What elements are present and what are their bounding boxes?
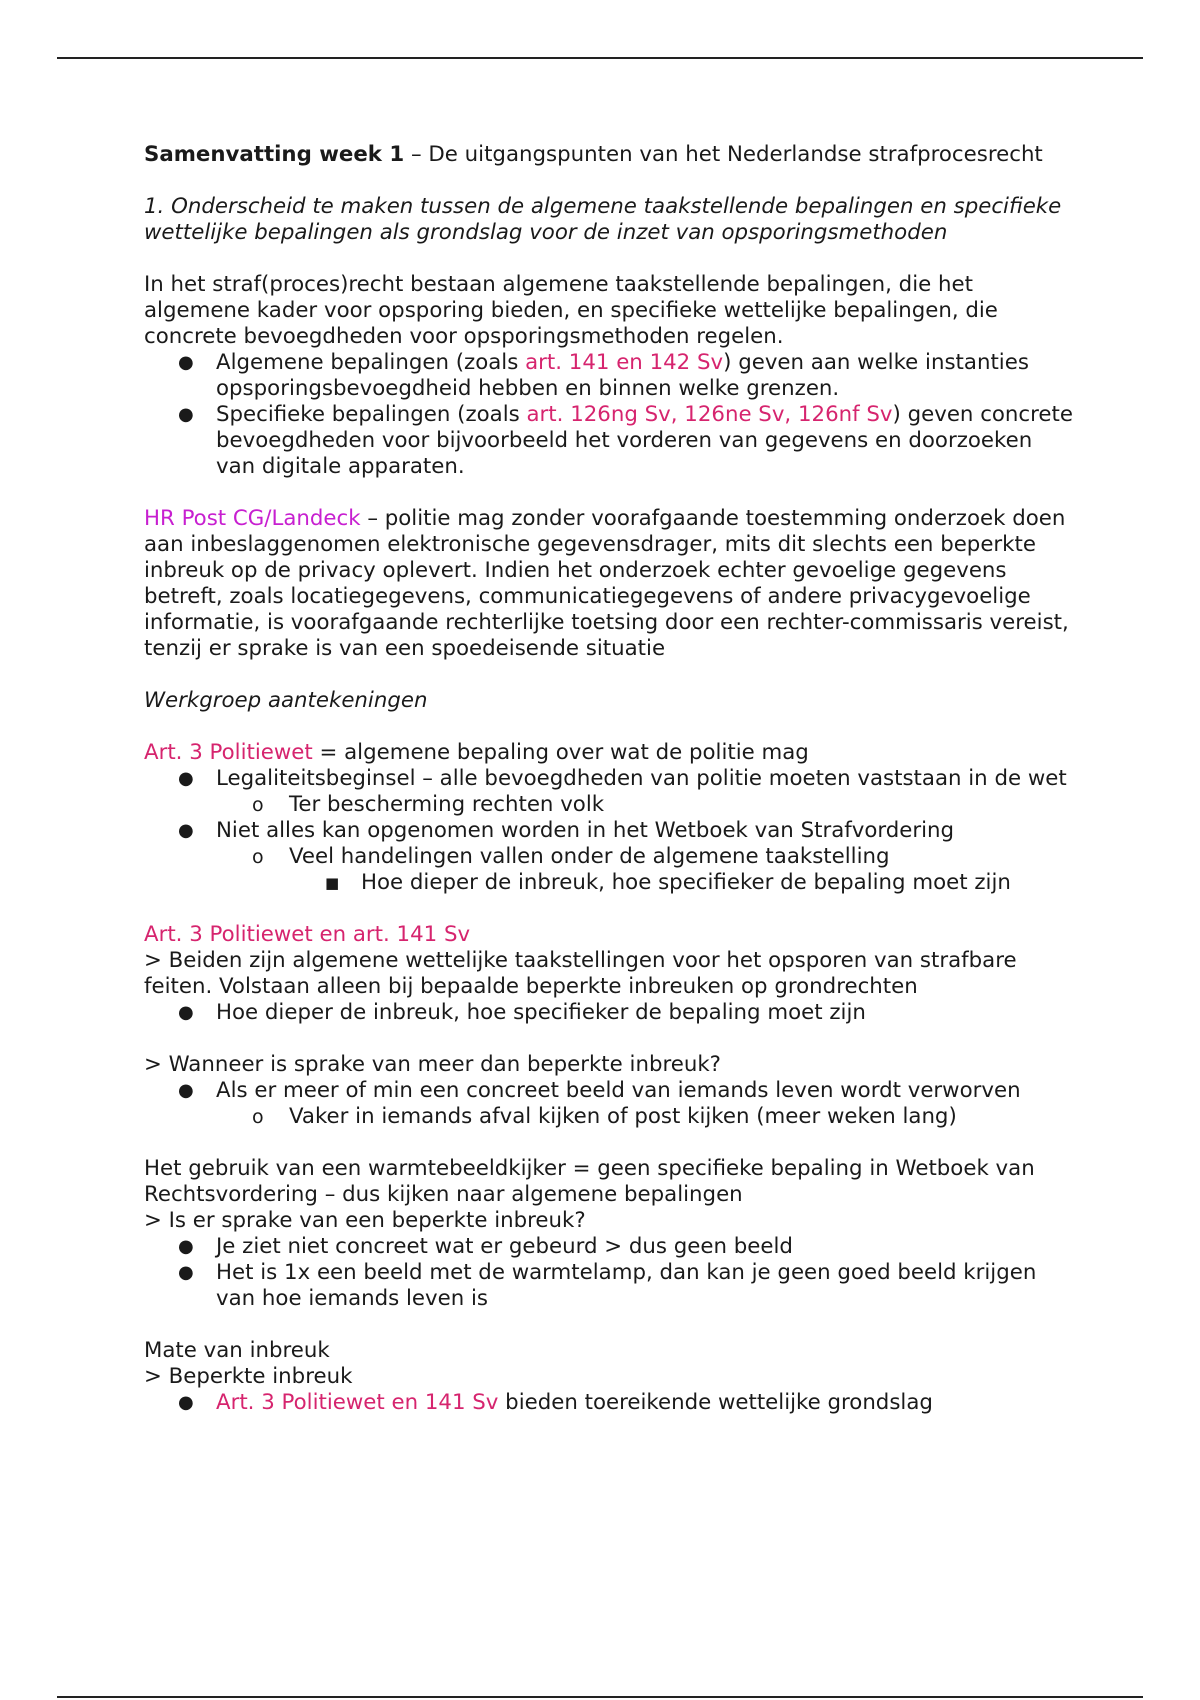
list-item: ● Specifieke bepalingen (zoals art. 126ng Sv, 126ne Sv, 126nf Sv) geven concrete bevoegdheden voor bijvoorbeeld het vorderen van gegevens en doorzoeken van digitale apparaten. <box>178 402 1073 479</box>
top-rule <box>57 57 1143 59</box>
warmte-paragraph: Het gebruik van een warmtebeeldkijker = geen specifieke bepaling in Wetboek van Rechtsvordering – dus kijken naar algemene bepalingen <box>144 1156 1035 1207</box>
document-body <box>144 142 1074 1416</box>
list-item: ● Legaliteitsbeginsel – alle bevoegdheden van politie moeten vaststaan in de wet <box>178 766 1067 791</box>
law-reference: Art. 3 Politiewet <box>144 740 313 765</box>
section1-title: 1. Onderscheid te maken tussen de algemene taakstellende bepalingen en specifieke wettelijke bepalingen als grondslag voor de inzet van opsporingsmethoden <box>144 194 1062 245</box>
art3-paragraph: Art. 3 Politiewet = algemene bepaling over wat de politie mag <box>144 740 809 765</box>
list-item: ● Art. 3 Politiewet en 141 Sv bieden toereikende wettelijke grondslag <box>178 1390 933 1415</box>
list-item: ● Als er meer of min een concreet beeld van iemands leven wordt verworven <box>178 1078 1021 1103</box>
list-item: o Vaker in iemands afval kijken of post kijken (meer weken lang) <box>252 1104 957 1129</box>
list-item: ● Hoe dieper de inbreuk, hoe specifieker de bepaling moet zijn <box>178 1000 866 1025</box>
list-item: ■ Hoe dieper de inbreuk, hoe specifieker de bepaling moet zijn <box>325 870 1011 895</box>
hr-paragraph: HR Post CG/Landeck – politie mag zonder voorafgaande toestemming onderzoek doen aan inbeslaggenomen elektronische gegevensdrager, mits dit slechts een beperkte inbreuk op de privacy oplevert. Indien het onderzoek echter gevoelige gegevens betreft, zoals locatiegegevens, communicatiegegevens of andere privacygevoelige informatie, is voorafgaande rechterlijke toetsing door een rechter-commissaris vereist, tenzij er sprake is van een spoedeisende situatie <box>144 506 1069 661</box>
list-item: ● Algemene bepalingen (zoals art. 141 en 142 Sv) geven aan welke instanties opsporingsbevoegdheid hebben en binnen welke grenzen. <box>178 350 1029 401</box>
case-reference: HR Post CG/Landeck <box>144 506 361 531</box>
bottom-rule <box>57 1696 1143 1698</box>
list-item: ● Je ziet niet concreet wat er gebeurd > dus geen beeld <box>178 1234 793 1259</box>
wanneer-question: > Wanneer is sprake van meer dan beperkte inbreuk? <box>144 1052 721 1077</box>
heading-rest: – De uitgangspunten van het Nederlandse strafprocesrecht <box>404 142 1043 167</box>
law-reference: Art. 3 Politiewet en 141 Sv <box>216 1390 499 1415</box>
list-item: ● Het is 1x een beeld met de warmtelamp, dan kan je geen goed beeld krijgen van hoe iemands leven is <box>178 1260 1037 1311</box>
law-reference: art. 126ng Sv, 126ne Sv, 126nf Sv <box>526 402 893 427</box>
art3-141-list <box>144 1000 1074 1026</box>
list-item: o Veel handelingen vallen onder de algemene taakstelling <box>252 844 890 869</box>
law-reference: art. 141 en 142 Sv <box>525 350 724 375</box>
bullet-list-1 <box>144 350 1074 480</box>
list-item: ● Niet alles kan opgenomen worden in het Wetboek van Strafvordering <box>178 818 955 843</box>
art3-list <box>144 766 1074 896</box>
mate-list <box>144 1390 1074 1416</box>
wanneer-list <box>144 1078 1074 1130</box>
document-heading <box>144 142 1074 168</box>
werkgroep-heading: Werkgroep aantekeningen <box>144 688 428 713</box>
warmte-list <box>144 1234 1074 1312</box>
art3-141-heading: Art. 3 Politiewet en art. 141 Sv <box>144 922 471 947</box>
list-item: o Ter bescherming rechten volk <box>252 792 605 817</box>
art3-141-text: > Beiden zijn algemene wettelijke taakstellingen voor het opsporen van strafbare feiten. Volstaan alleen bij bepaalde beperkte inbreuken op grondrechten <box>144 948 1017 999</box>
intro-paragraph: In het straf(proces)recht bestaan algemene taakstellende bepalingen, die het algemene kader voor opsporing bieden, en specifieke wettelijke bepalingen, die concrete bevoegdheden voor opsporingsmethoden regelen. <box>144 272 998 349</box>
mate-sub: > Beperkte inbreuk <box>144 1364 353 1389</box>
warmte-question: > Is er sprake van een beperkte inbreuk? <box>144 1208 586 1233</box>
mate-heading: Mate van inbreuk <box>144 1338 330 1363</box>
heading-bold: Samenvatting week 1 <box>144 142 405 167</box>
